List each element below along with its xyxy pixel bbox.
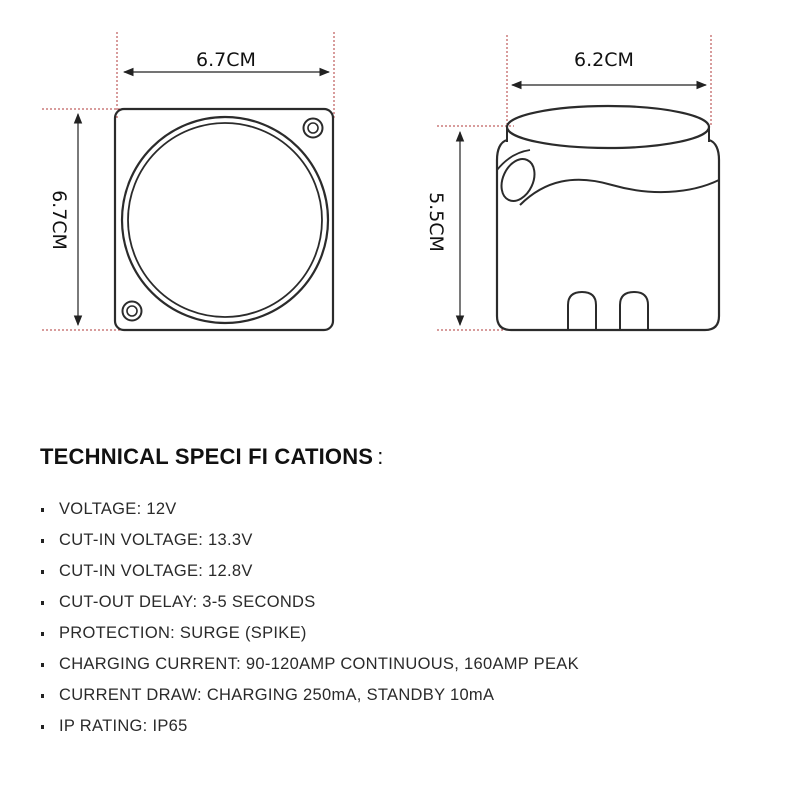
side-width-label: 6.2CM bbox=[574, 49, 634, 71]
bullet-icon bbox=[41, 632, 44, 636]
side-body bbox=[497, 140, 719, 330]
spec-item-charging-current bbox=[40, 649, 579, 680]
front-dial-inner bbox=[128, 123, 322, 317]
side-height-label: 5.5CM bbox=[425, 192, 447, 252]
specifications-list bbox=[40, 494, 579, 742]
side-top-cap bbox=[507, 106, 709, 148]
bullet-icon bbox=[41, 601, 44, 605]
side-cap-rim bbox=[507, 127, 709, 142]
side-view bbox=[425, 35, 719, 330]
spec-text: IP RATING: IP65 bbox=[59, 717, 188, 735]
front-height-label: 6.7CM bbox=[48, 190, 70, 250]
spec-item-cut-in-voltage bbox=[40, 525, 579, 556]
bullet-icon bbox=[41, 570, 44, 574]
mounting-hole-bottom-left bbox=[123, 302, 142, 321]
spec-text: VOLTAGE: 12V bbox=[59, 500, 177, 518]
front-body bbox=[115, 109, 333, 330]
spec-item-cut-in-voltage-2 bbox=[40, 556, 579, 587]
specifications-title bbox=[40, 444, 384, 470]
front-dial-outer bbox=[122, 117, 328, 323]
front-width-label: 6.7CM bbox=[196, 49, 256, 71]
spec-item-ip-rating bbox=[40, 711, 579, 742]
side-shoulder-curve bbox=[520, 180, 719, 205]
spec-item-voltage bbox=[40, 494, 579, 525]
bullet-icon bbox=[41, 694, 44, 698]
bullet-icon bbox=[41, 725, 44, 729]
spec-text: CURRENT DRAW: CHARGING 250mA, STANDBY 10mA bbox=[59, 686, 495, 704]
bullet-icon bbox=[41, 508, 44, 512]
specifications-title-text: TECHNICAL SPECI FI CATIONS bbox=[40, 444, 374, 469]
spec-item-current-draw bbox=[40, 680, 579, 711]
spec-item-cut-out-delay bbox=[40, 587, 579, 618]
side-cable-gland bbox=[495, 154, 541, 207]
front-view bbox=[42, 32, 334, 330]
terminal-slot-left bbox=[568, 292, 596, 330]
bullet-icon bbox=[41, 663, 44, 667]
spec-item-protection bbox=[40, 618, 579, 649]
spec-text: PROTECTION: SURGE (SPIKE) bbox=[59, 624, 307, 642]
bullet-icon bbox=[41, 539, 44, 543]
specifications-title-colon: : bbox=[377, 444, 384, 469]
spec-text: CUT-IN VOLTAGE: 13.3V bbox=[59, 531, 253, 549]
spec-text: CUT-IN VOLTAGE: 12.8V bbox=[59, 562, 253, 580]
mounting-hole-top-right bbox=[304, 119, 323, 138]
terminal-slot-right bbox=[620, 292, 648, 330]
spec-text: CUT-OUT DELAY: 3-5 SECONDS bbox=[59, 593, 316, 611]
spec-text: CHARGING CURRENT: 90-120AMP CONTINUOUS, 160AMP PEAK bbox=[59, 655, 579, 673]
